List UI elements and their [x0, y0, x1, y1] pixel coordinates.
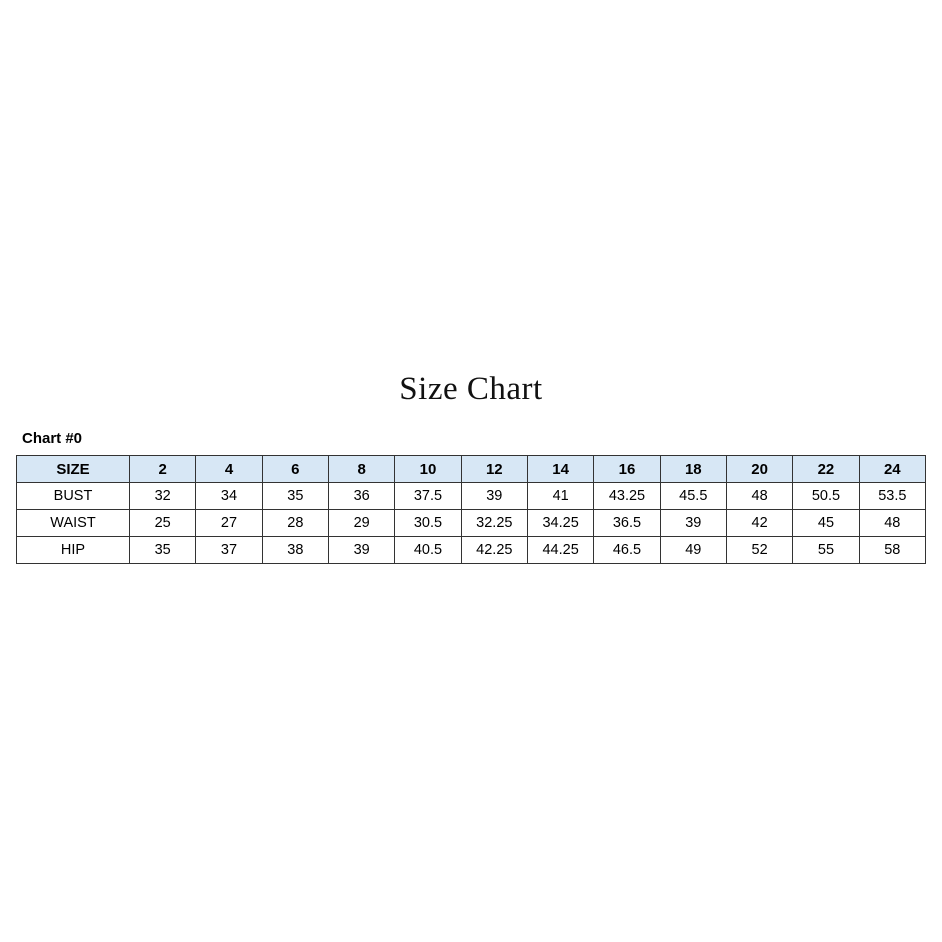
cell-hip-20: 52 [726, 537, 792, 564]
size-chart-table [16, 455, 926, 564]
table-body [17, 483, 926, 564]
column-header-16: 16 [594, 456, 660, 483]
column-header-6: 6 [262, 456, 328, 483]
cell-waist-12: 32.25 [461, 510, 527, 537]
cell-waist-10: 30.5 [395, 510, 461, 537]
cell-waist-24: 48 [859, 510, 925, 537]
cell-bust-4: 34 [196, 483, 262, 510]
cell-hip-22: 55 [793, 537, 859, 564]
column-header-14: 14 [527, 456, 593, 483]
cell-hip-6: 38 [262, 537, 328, 564]
cell-hip-12: 42.25 [461, 537, 527, 564]
cell-waist-6: 28 [262, 510, 328, 537]
cell-waist-4: 27 [196, 510, 262, 537]
size-chart-table-container [16, 455, 926, 564]
cell-bust-24: 53.5 [859, 483, 925, 510]
cell-waist-22: 45 [793, 510, 859, 537]
cell-hip-16: 46.5 [594, 537, 660, 564]
cell-bust-10: 37.5 [395, 483, 461, 510]
cell-waist-2: 25 [130, 510, 196, 537]
column-header-10: 10 [395, 456, 461, 483]
chart-number-label: Chart #0 [22, 430, 83, 447]
page-title: Size Chart [399, 371, 543, 407]
cell-bust-2: 32 [130, 483, 196, 510]
cell-bust-16: 43.25 [594, 483, 660, 510]
cell-waist-18: 39 [660, 510, 726, 537]
cell-hip-8: 39 [328, 537, 394, 564]
cell-bust-12: 39 [461, 483, 527, 510]
row-label-hip: HIP [17, 537, 130, 564]
cell-hip-2: 35 [130, 537, 196, 564]
cell-bust-20: 48 [726, 483, 792, 510]
column-header-24: 24 [859, 456, 925, 483]
column-header-4: 4 [196, 456, 262, 483]
cell-waist-14: 34.25 [527, 510, 593, 537]
cell-bust-18: 45.5 [660, 483, 726, 510]
column-header-18: 18 [660, 456, 726, 483]
row-label-bust: BUST [17, 483, 130, 510]
cell-bust-22: 50.5 [793, 483, 859, 510]
cell-hip-18: 49 [660, 537, 726, 564]
cell-bust-6: 35 [262, 483, 328, 510]
table-row [17, 537, 926, 564]
table-header-row [17, 456, 926, 483]
cell-bust-8: 36 [328, 483, 394, 510]
cell-waist-16: 36.5 [594, 510, 660, 537]
cell-bust-14: 41 [527, 483, 593, 510]
column-header-20: 20 [726, 456, 792, 483]
column-header-12: 12 [461, 456, 527, 483]
cell-hip-4: 37 [196, 537, 262, 564]
row-label-waist: WAIST [17, 510, 130, 537]
column-header-size: SIZE [17, 456, 130, 483]
column-header-8: 8 [328, 456, 394, 483]
table-header [17, 456, 926, 483]
cell-waist-8: 29 [328, 510, 394, 537]
column-header-2: 2 [130, 456, 196, 483]
cell-waist-20: 42 [726, 510, 792, 537]
column-header-22: 22 [793, 456, 859, 483]
table-row [17, 483, 926, 510]
cell-hip-24: 58 [859, 537, 925, 564]
table-row [17, 510, 926, 537]
cell-hip-10: 40.5 [395, 537, 461, 564]
cell-hip-14: 44.25 [527, 537, 593, 564]
